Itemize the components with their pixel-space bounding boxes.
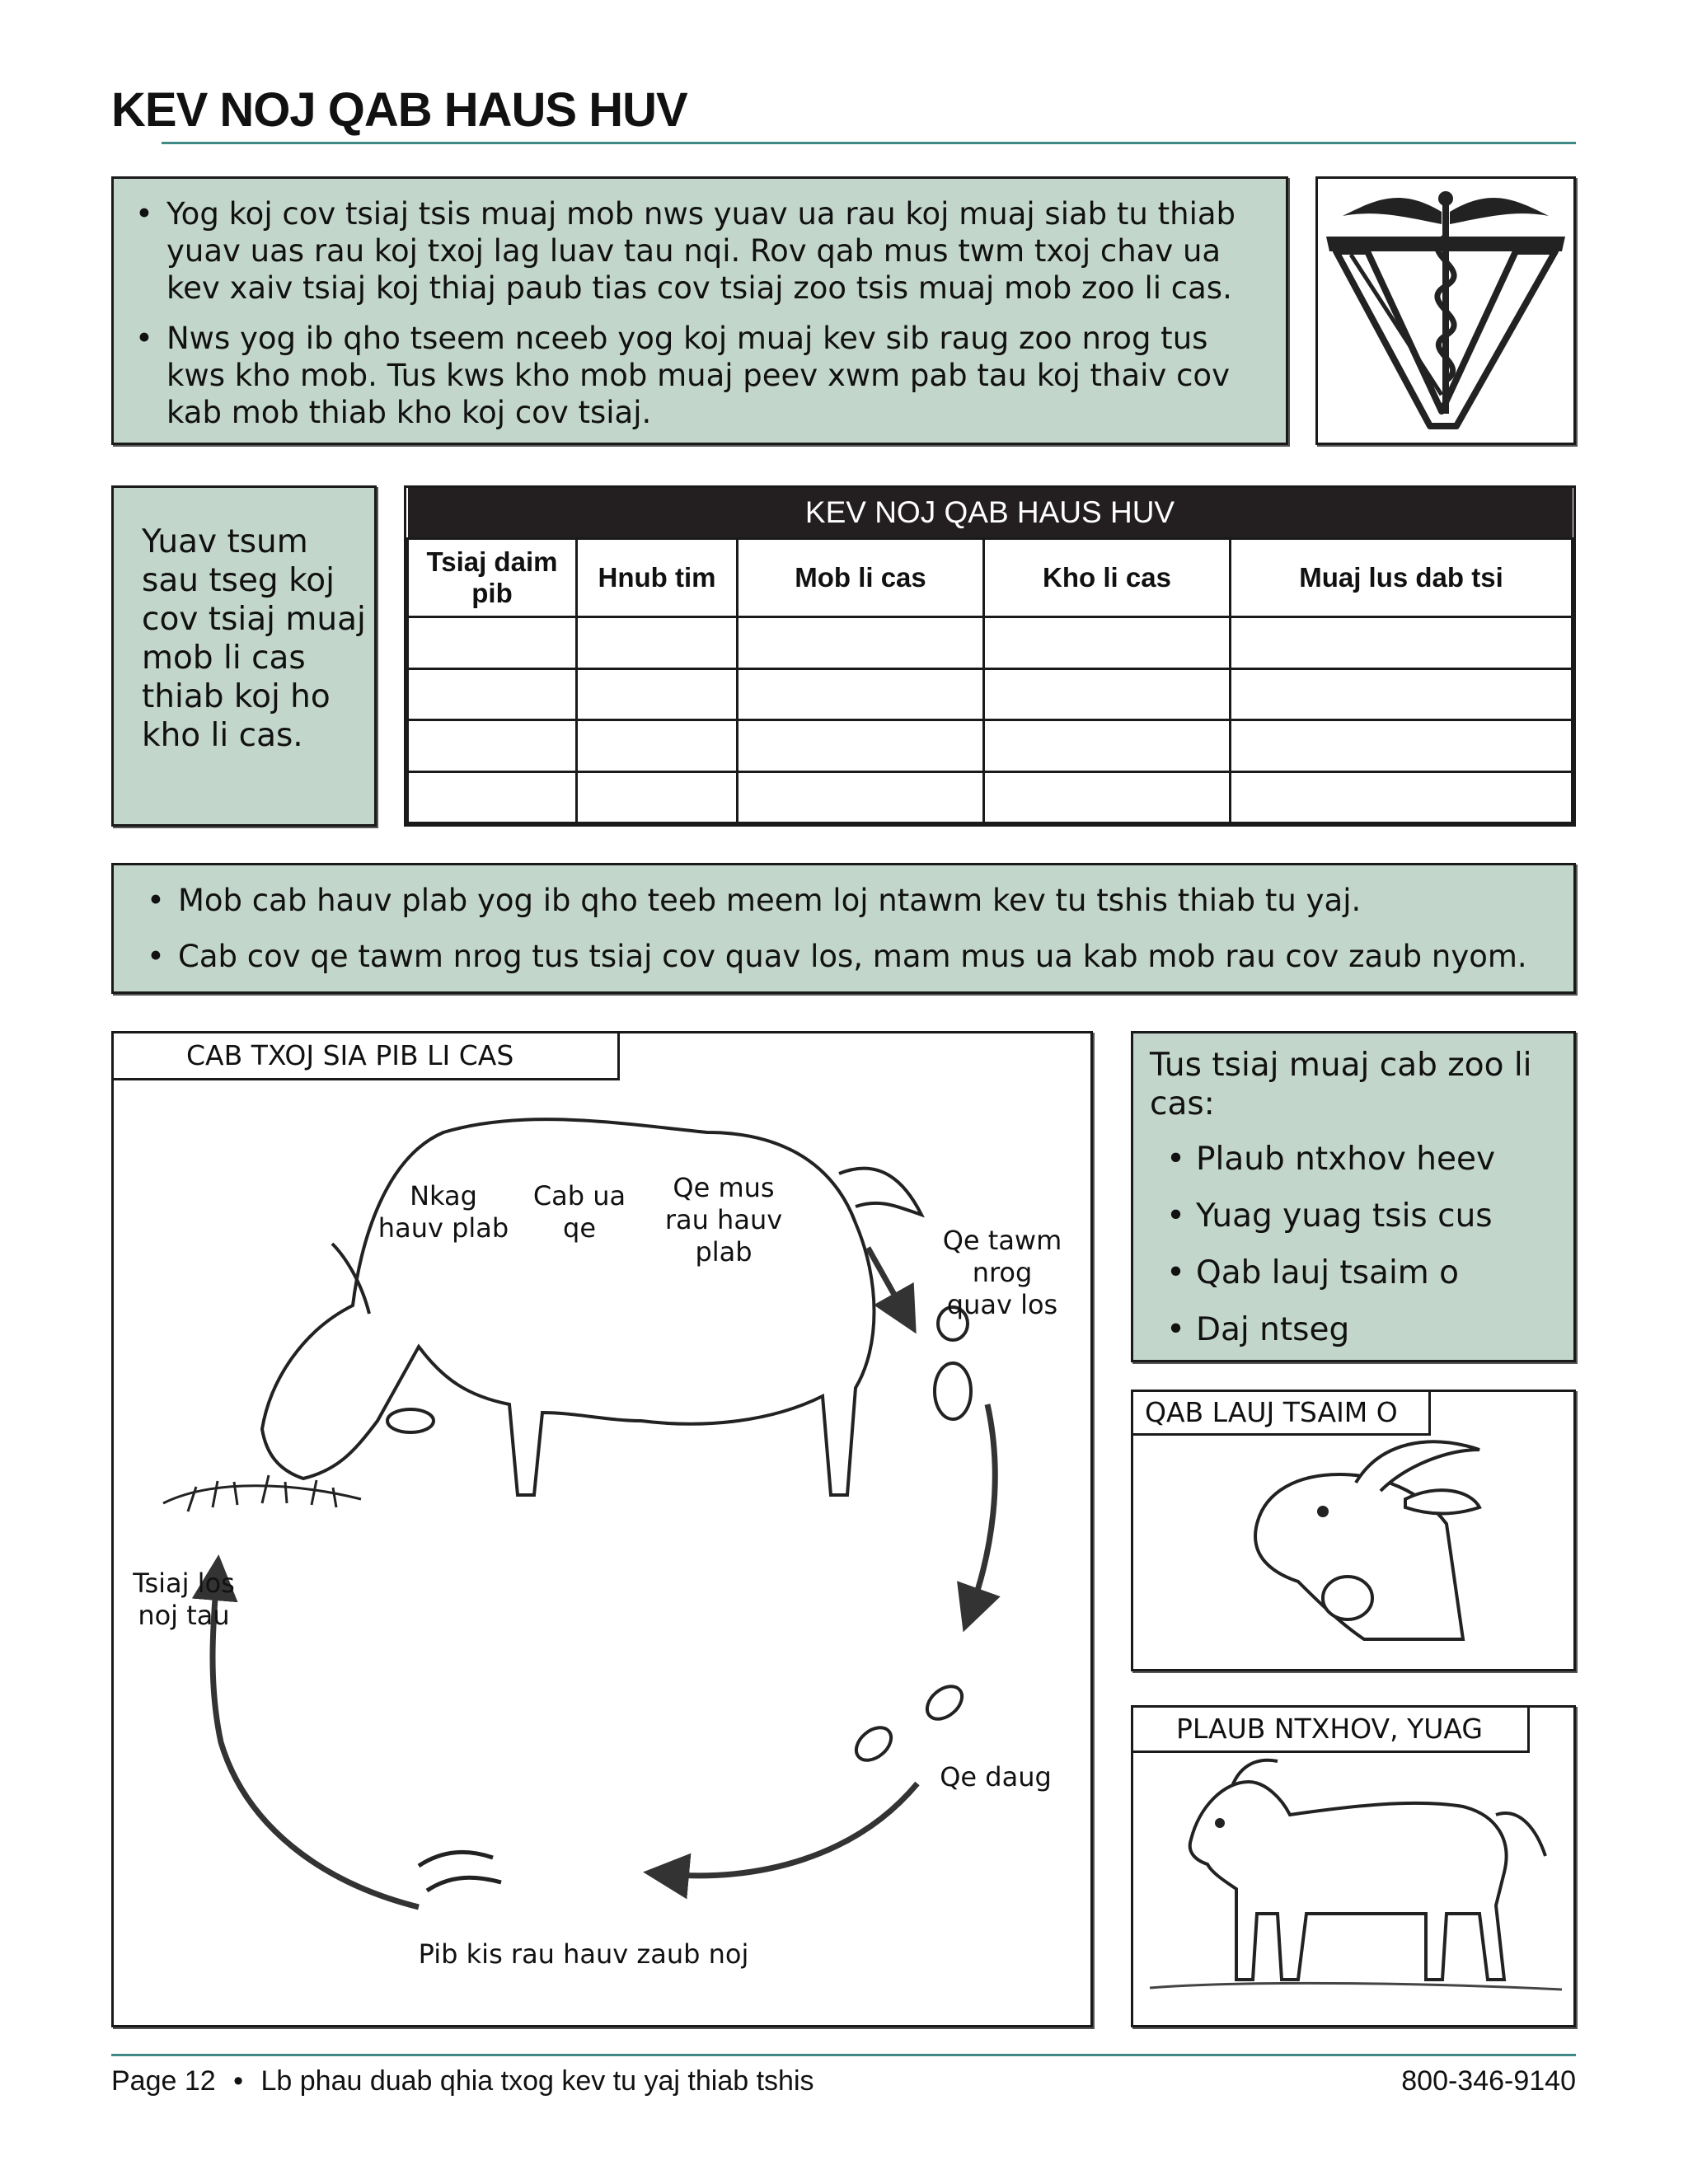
symptoms-box xyxy=(1131,1031,1576,1362)
label-into-stomach: Nkag hauv plab xyxy=(377,1180,509,1244)
intro-bullet: • Yog koj cov tsiaj tsis muaj mob nws yuav ua rau koj muaj siab tu thiab yuav uas rau koj txoj lag luav tau nqi. Rov qab mus twm txoj chav ua kev xaiv tsiaj koj thiaj paub tias cov tsiaj zoo tsis muaj mob zoo li cas. xyxy=(135,196,1236,306)
table-cell[interactable] xyxy=(408,617,577,669)
table-cell[interactable] xyxy=(984,668,1231,720)
table-cell[interactable] xyxy=(1231,668,1573,720)
table-title: KEV NOJ QAB HAUS HUV xyxy=(408,488,1573,539)
worm-life-cycle-panel xyxy=(111,1031,1093,2027)
table-cell[interactable] xyxy=(738,617,984,669)
worm-notes-box xyxy=(111,863,1576,994)
label-worms-lay-eggs: Cab ua qe xyxy=(532,1180,626,1244)
table-cell[interactable] xyxy=(1231,617,1573,669)
column-header-animal-id: Tsiaj daim pib xyxy=(408,539,577,617)
table-cell[interactable] xyxy=(577,668,738,720)
table-cell[interactable] xyxy=(738,771,984,823)
table-cell[interactable] xyxy=(408,668,577,720)
footer-book-title: Lb phau duab qhia txog kev tu yaj thiab tshis xyxy=(260,2065,814,2097)
column-header-illness: Mob li cas xyxy=(738,539,984,617)
table-cell[interactable] xyxy=(577,771,738,823)
table-cell[interactable] xyxy=(577,720,738,772)
record-tip-box: Yuav tsum sau tseg koj cov tsiaj muaj mob li cas thiab koj ho kho li cas. xyxy=(111,485,377,827)
rough-coat-tag: PLAUB NTXHOV, YUAG xyxy=(1131,1705,1530,1753)
column-header-date: Hnub tim xyxy=(577,539,738,617)
label-eggs-into-gut: Qe mus rau hauv plab xyxy=(664,1172,783,1268)
table-cell[interactable] xyxy=(408,720,577,772)
caduceus-v-icon xyxy=(1318,179,1573,443)
rough-coat-thin-panel xyxy=(1131,1705,1576,2027)
table-cell[interactable] xyxy=(1231,771,1573,823)
page-title: KEV NOJ QAB HAUS HUV xyxy=(111,83,687,137)
footer-rule xyxy=(111,2054,1576,2056)
label-larvae-on-grass: Pib kis rau hauv zaub noj xyxy=(418,1938,749,1970)
column-header-treatment: Kho li cas xyxy=(984,539,1231,617)
table-row xyxy=(408,617,1573,669)
footer-phone: 800-346-9140 xyxy=(1401,2065,1576,2097)
table-cell[interactable] xyxy=(984,617,1231,669)
page-number: Page 12 xyxy=(111,2065,216,2097)
intro-bullet: • Nws yog ib qho tseem nceeb yog koj muaj kev sib raug zoo nrog tus kws kho mob. Tus kws kho mob muaj peev xwm pab tau koj thaiv cov kab mob thiab kho koj cov tsiaj. xyxy=(135,321,1230,430)
note-bullet: • Cab cov qe tawm nrog tus tsiaj cov quav los, mam mus ua kab mob rau cov zaub nyom. xyxy=(147,939,1527,974)
note-bullet: • Mob cab hauv plab yog ib qho teeb meem loj ntawm kev tu tshis thiab tu yaj. xyxy=(147,883,1362,918)
column-header-notes: Muaj lus dab tsi xyxy=(1231,539,1573,617)
title-rule xyxy=(162,142,1576,144)
table-row xyxy=(408,668,1573,720)
goat-illustration xyxy=(163,1119,921,1511)
symptom-item: • Yuag yuag tsis cus xyxy=(1166,1197,1493,1235)
footer-separator: • xyxy=(233,2065,244,2097)
table-cell[interactable] xyxy=(984,720,1231,772)
table-cell[interactable] xyxy=(984,771,1231,823)
table-row xyxy=(408,720,1573,772)
table-cell[interactable] xyxy=(738,668,984,720)
symptom-item: • Qab lauj tsaim o xyxy=(1166,1254,1460,1291)
larvae-icons xyxy=(419,1852,501,1891)
label-eggs-passed-in-feces: Qe tawm nrog quav los xyxy=(942,1225,1062,1320)
thin-goat-illustration xyxy=(1133,1708,1573,2025)
bottle-jaw-tag: QAB LAUJ TSAIM O xyxy=(1131,1390,1431,1436)
veterinary-logo xyxy=(1315,176,1576,445)
symptom-item: • Daj ntseg xyxy=(1166,1311,1350,1348)
label-eggs-hatch: Qe daug xyxy=(940,1761,1052,1793)
symptoms-heading: Tus tsiaj muaj cab zoo li cas: xyxy=(1150,1047,1532,1122)
table-cell[interactable] xyxy=(738,720,984,772)
egg-icons xyxy=(850,1307,971,1767)
table-cell[interactable] xyxy=(1231,720,1573,772)
cycle-tag: CAB TXOJ SIA PIB LI CAS xyxy=(111,1031,620,1080)
symptom-item: • Plaub ntxhov heev xyxy=(1166,1141,1496,1178)
label-animal-eats: Tsiaj los noj tau xyxy=(133,1568,235,1631)
intro-box xyxy=(111,176,1288,445)
table-cell[interactable] xyxy=(408,771,577,823)
table-cell[interactable] xyxy=(577,617,738,669)
health-log-table xyxy=(404,485,1576,827)
table-row xyxy=(408,771,1573,823)
footer-left xyxy=(111,2065,814,2097)
